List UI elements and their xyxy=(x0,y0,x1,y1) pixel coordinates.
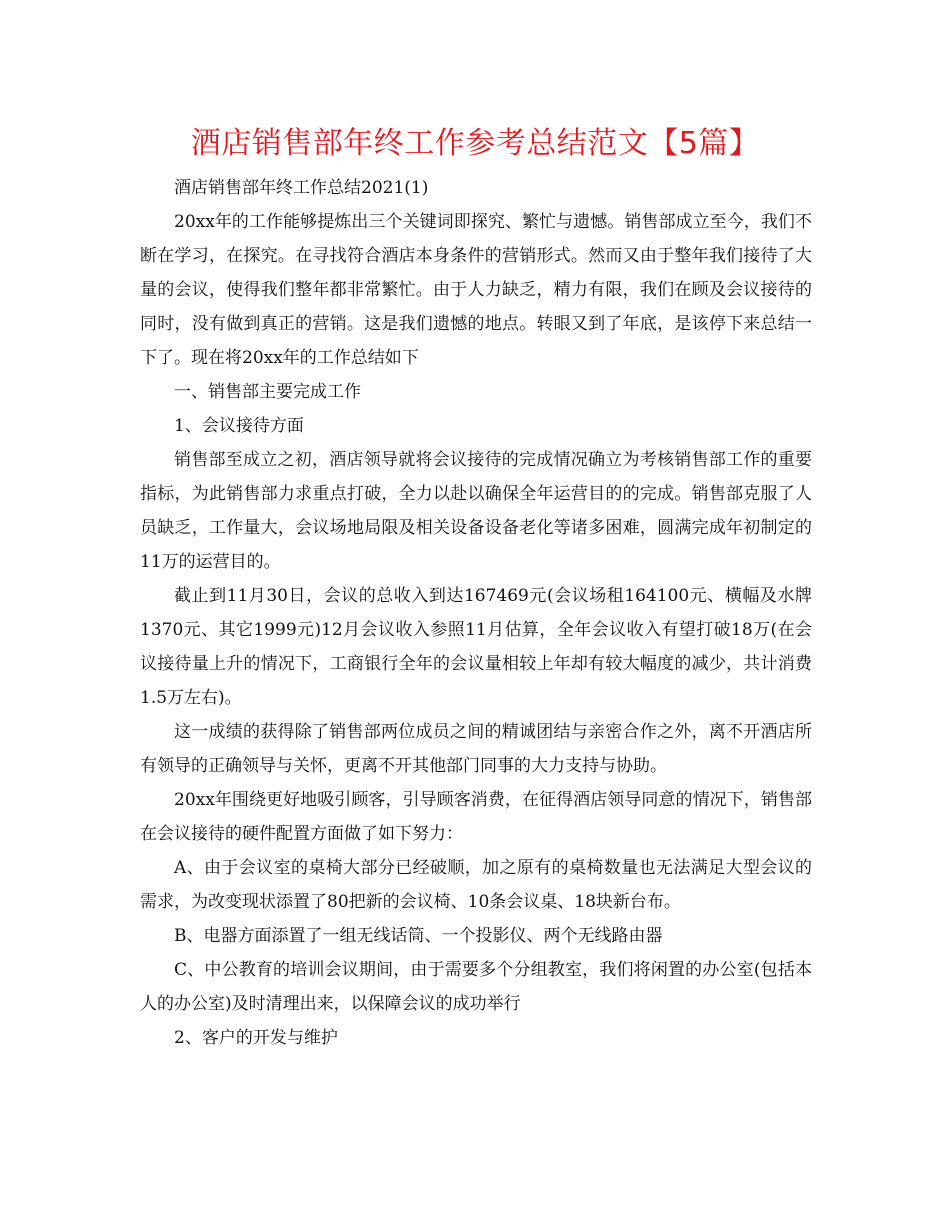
body-paragraph: 截止到11月30日，会议的总收入到达167469元(会议场租164100元、横幅及水牌1370元、其它1999元)12月会议收入参照11月估算，全年会议收入有望打破18万(在会议接待量上升的情况下，工商银行全年的会议量相较上年却有较大幅度的减少，共计消费1.5万左右)。 xyxy=(140,586,812,708)
subtitle-paragraph: 酒店销售部年终工作总结2021(1) xyxy=(174,178,429,198)
body-paragraph: 20xx年围绕更好地吸引顾客，引导顾客消费，在征得酒店领导同意的情况下，销售部在会议接待的硬件配置方面做了如下努力： xyxy=(140,790,812,844)
subsection-heading: 2、客户的开发与维护 xyxy=(174,1028,338,1048)
body-paragraph: 20xx年的工作能够提炼出三个关键词即探究、繁忙与遗憾。销售部成立至今，我们不断在学习，在探究。在寻找符合酒店本身条件的营销形式。然而又由于整年我们接待了大量的会议，使得我们整年都非常繁忙。由于人力缺乏，精力有限，我们在顾及会议接待的同时，没有做到真正的营销。这是我们遗憾的地点。转眼又到了年底，是该停下来总结一下了。现在将20xx年的工作总结如下 xyxy=(140,212,812,368)
body-paragraph: 这一成绩的获得除了销售部两位成员之间的精诚团结与亲密合作之外，离不开酒店所有领导的正确领导与关怀，更离不开其他部门同事的大力支持与协助。 xyxy=(140,722,812,776)
body-paragraph: 销售部至成立之初，酒店领导就将会议接待的完成情况确立为考核销售部工作的重要指标，为此销售部力求重点打破，全力以赴以确保全年运营目的的完成。销售部克服了人员缺乏，工作量大，会议场地局限及相关设备设备老化等诸多困难，圆满完成年初制定的11万的运营目的。 xyxy=(140,450,812,572)
list-item-c: C、中公教育的培训会议期间，由于需要多个分组教室，我们将闲置的办公室(包括本人的办公室)及时清理出来，以保障会议的成功举行 xyxy=(140,960,812,1014)
section-heading: 一、销售部主要完成工作 xyxy=(174,382,361,402)
subsection-heading: 1、会议接待方面 xyxy=(174,416,304,436)
list-item-a: A、由于会议室的桌椅大部分已经破顺，加之原有的桌椅数量也无法满足大型会议的需求，为改变现状添置了80把新的会议椅、10条会议桌、18块新台布。 xyxy=(140,858,812,912)
document-body xyxy=(140,171,812,1055)
document-title: 酒店销售部年终工作参考总结范文【5篇】 xyxy=(190,126,760,161)
list-item-b: B、电器方面添置了一组无线话筒、一个投影仪、两个无线路由器 xyxy=(174,926,663,946)
